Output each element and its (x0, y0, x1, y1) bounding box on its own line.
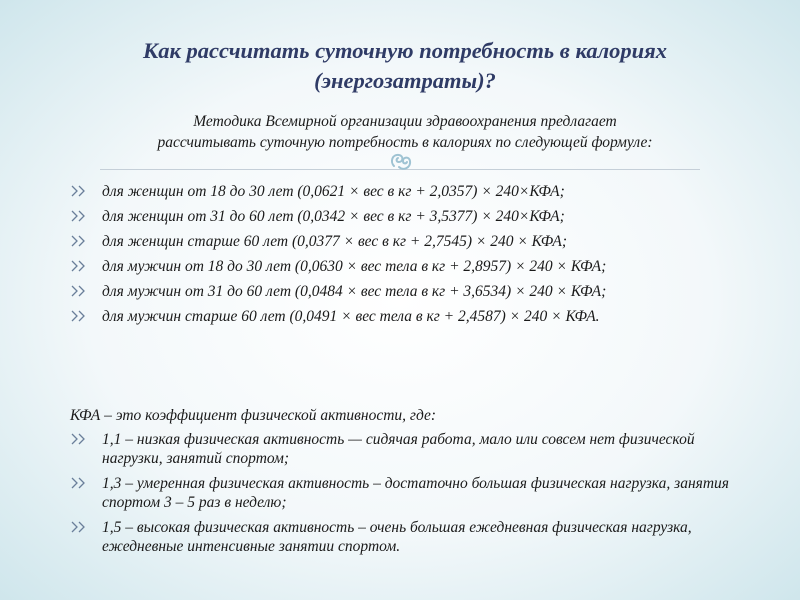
formula-text: для мужчин от 18 до 30 лет (0,0630 × вес тела в кг + 2,8957) × 240 × КФА; (102, 258, 607, 275)
list-item (70, 207, 735, 226)
formula-text: для женщин старше 60 лет (0,0377 × вес в кг + 2,7545) × 240 × КФА; (102, 233, 568, 250)
double-chevron-bullet-icon (70, 476, 88, 490)
kfa-level-text: 1,3 – умеренная физическая активность – достаточно большая физическая нагрузка, занятия спортом 3 – 5 раз в неделю; (102, 475, 730, 511)
intro-line: рассчитывать суточную потребность в калориях по следующей формуле: (157, 134, 653, 151)
list-item (70, 232, 735, 251)
intro-line: Методика Всемирной организации здравоохранения предлагает (193, 113, 617, 130)
slide-title-line: Как рассчитать суточную потребность в калориях (143, 38, 667, 63)
formula-text: для женщин от 31 до 60 лет (0,0342 × вес в кг + 3,5377) × 240×КФА; (102, 208, 565, 225)
list-item (70, 474, 735, 512)
double-chevron-bullet-icon (70, 184, 88, 198)
formula-text: для мужчин старше 60 лет (0,0491 × вес тела в кг + 2,4587) × 240 × КФА. (102, 308, 600, 325)
intro-text (55, 111, 755, 153)
kfa-definition: КФА – это коэффициент физической активности, где: (70, 407, 437, 424)
kfa-level-text: 1,1 – низкая физическая активность — сидячая работа, мало или совсем нет физической нагрузки, занятий спортом; (102, 431, 695, 467)
double-chevron-bullet-icon (70, 234, 88, 248)
double-chevron-bullet-icon (70, 284, 88, 298)
slide-title-line: (энергозатраты)? (314, 68, 496, 93)
flourish-ornament-icon (388, 148, 414, 174)
kfa-level-text: 1,5 – высокая физическая активность – очень большая ежедневная физическая нагрузка, ежедневные интенсивные занятии спортом. (102, 519, 692, 555)
double-chevron-bullet-icon (70, 432, 88, 446)
kfa-level-list (70, 430, 735, 562)
list-item (70, 430, 735, 468)
slide-title (60, 36, 750, 96)
double-chevron-bullet-icon (70, 309, 88, 323)
list-item (70, 307, 735, 326)
list-item (70, 518, 735, 556)
double-chevron-bullet-icon (70, 259, 88, 273)
list-item (70, 182, 735, 201)
double-chevron-bullet-icon (70, 209, 88, 223)
list-item (70, 282, 735, 301)
double-chevron-bullet-icon (70, 520, 88, 534)
formula-text: для мужчин от 31 до 60 лет (0,0484 × вес тела в кг + 3,6534) × 240 × КФА; (102, 283, 607, 300)
formula-text: для женщин от 18 до 30 лет (0,0621 × вес в кг + 2,0357) × 240×КФА; (102, 183, 565, 200)
formula-list (70, 182, 735, 332)
list-item (70, 257, 735, 276)
